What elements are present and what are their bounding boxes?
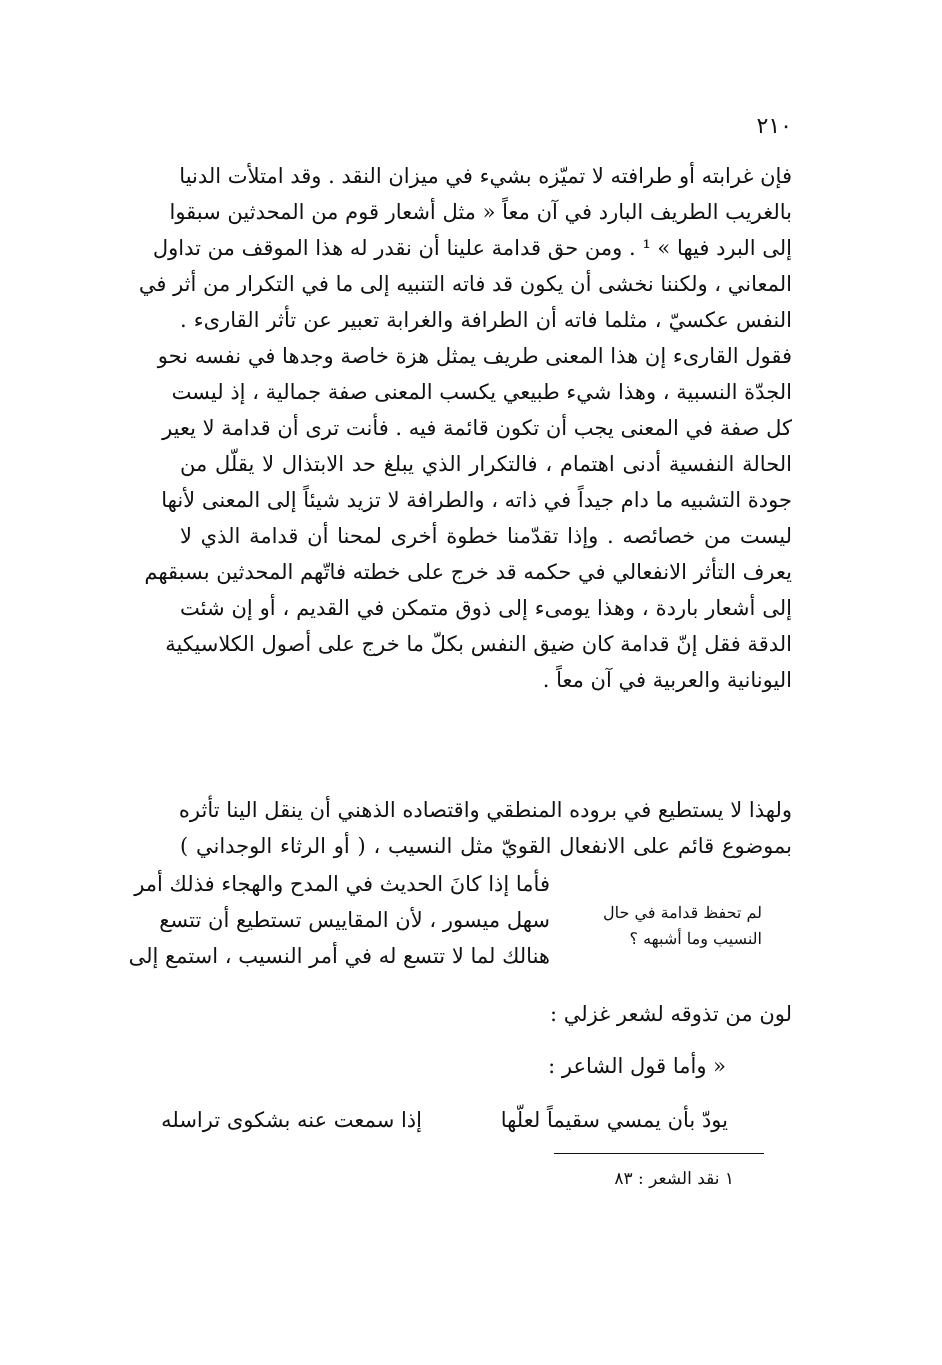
text-line: النفس عكسيّ ، مثلما فاته أن الطرافة والغرابة تعبير عن تأثر القارىء . <box>180 308 792 332</box>
text-line: فأما إذا كانَ الحديث في المدح والهجاء فذلك أمر <box>134 872 550 896</box>
text-line: اليونانية والعربية في آن معاً . <box>542 668 792 692</box>
body-paragraph-2-continued <box>128 866 550 974</box>
text-line: يعرف التأثر الانفعالي في حكمه قد خرج على خطته فاتّهم المحدثين بسبقهم <box>144 560 792 584</box>
text-line: الدقة فقل إنّ قدامة كان ضيق النفس بكلّ ما خرج على أصول الكلاسيكية <box>165 632 792 656</box>
text-line: إلى أشعار باردة ، وهذا يومىء إلى ذوق متمكن في القديم ، أو إن شئت <box>180 596 792 620</box>
first-hemistich: يودّ بأن يمسي سقيماً لعلّها <box>500 1108 728 1132</box>
text-line: الحالة النفسية أدنى اهتمام ، فالتكرار الذي يبلغ حد الابتذال لا يقلّل من <box>180 452 792 476</box>
footnote: ١ نقد الشعر : ٨٣ <box>614 1169 734 1189</box>
text-line: فقول القارىء إن هذا المعنى طريف يمثل هزة خاصة وجدها في نفسه نحو <box>157 344 792 368</box>
text-line: فإن غرابته أو طرافته لا تميّزه بشيء في ميزان النقد . وقد امتلأت الدنيا <box>179 164 792 188</box>
text-line: المعاني ، ولكننا نخشى أن يكون قد فاته التنبيه إلى ما في التكرار من أثر في <box>138 272 792 296</box>
body-paragraph-2-end <box>180 996 792 1032</box>
text-line: جودة التشبيه ما دام جيداً في ذاته ، والطرافة لا تزيد شيئاً إلى المعنى لأنها <box>161 488 792 512</box>
page-number: ٢١٠ <box>756 114 792 139</box>
body-paragraph-1 <box>138 158 792 698</box>
margin-note-line: لم تحفظ قدامة في حال <box>603 903 762 922</box>
text-line: بموضوع قائم على الانفعال القويّ مثل النسيب ، ( أو الرثاء الوجداني ) <box>180 834 792 858</box>
margin-note-line: النسيب وما أشبهه ؟ <box>629 929 762 948</box>
text-line: الجدّة النسبية ، وهذا شيء طبيعي يكسب المعنى صفة جمالية ، إذ ليست <box>171 380 792 404</box>
body-paragraph-2 <box>180 792 792 864</box>
text-line: هنالك لما لا تتسع له في أمر النسيب ، استمع إلى <box>128 944 550 968</box>
text-line: إلى البرد فيها » ¹ . ومن حق قدامة علينا أن نقدر له هذا الموقف من تداول <box>152 236 792 260</box>
second-hemistich: إذا سمعت عنه بشكوى تراسله <box>161 1108 422 1132</box>
text-line: ليست من خصائصه . وإذا تقدّمنا خطوة أخرى لمحنا أن قدامة الذي لا <box>180 524 792 548</box>
margin-note <box>602 900 762 952</box>
text-line: ولهذا لا يستطيع في بروده المنطقي واقتصاده الذهني أن ينقل الينا تأثره <box>178 798 792 822</box>
poetry-verse <box>161 1102 792 1142</box>
footnote-divider <box>554 1153 764 1154</box>
text-line: سهل ميسور ، لأن المقاييس تستطيع أن تتسع <box>159 908 550 932</box>
text-line: كل صفة في المعنى يجب أن تكون قائمة فيه . فأنت ترى أن قدامة لا يعير <box>162 416 792 440</box>
text-line: بالغريب الطريف البارد في آن معاً « مثل أشعار قوم من المحدثين سبقوا <box>169 200 792 224</box>
quote-intro: « وأما قول الشاعر : <box>548 1054 726 1078</box>
text-line: لون من تذوقه لشعر غزلي : <box>550 1002 792 1026</box>
